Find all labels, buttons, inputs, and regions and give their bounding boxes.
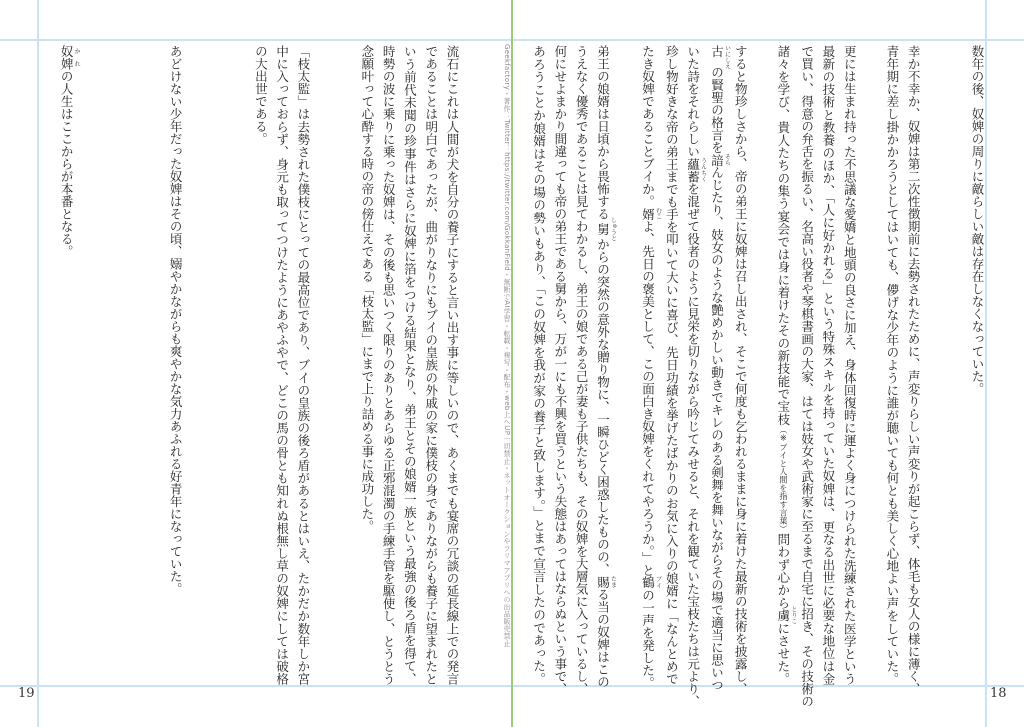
right-page-text [528, 45, 988, 708]
text-line [818, 45, 839, 685]
text-line [592, 45, 617, 688]
text-segment: を混ぜて役者のように見栄を切りながら吟じてみせると、それを観ていた宝枝たちは元より、 [685, 182, 701, 708]
ruby-reading: とりこ [789, 606, 797, 625]
text-segment: 弟王の娘婿は日頃から畏怖する [595, 45, 611, 220]
ruby-base: 諳 [709, 153, 725, 166]
text-segment: 何にせよまかり間違っても帝の弟王である舅から、万が一にも不興を買うという失態はあってはならぬという事で、 [552, 45, 568, 695]
blank-line [207, 45, 228, 685]
ruby-base: 虜 [775, 606, 791, 625]
text-segment: る当の奴婢はこの [595, 588, 611, 688]
ruby-base: 賜 [595, 575, 611, 588]
text-segment: 問わず心から [775, 532, 791, 610]
left-page-text [56, 45, 463, 685]
text-segment: の人生はここからが本番となる。 [59, 70, 75, 258]
blank-line [122, 45, 143, 685]
text-segment: で買い、得意の弁舌を振るい、名高い役者や琴棋書画の大家、はては妓女や武術家に至るまで自宅に招き、その技術の [799, 45, 815, 708]
text-segment: んじたり、妓女のような艶めかしい動きでキレのある剣舞を舞いながらその場で適当に思いつ [709, 166, 725, 691]
text-line [378, 45, 399, 685]
blank-line [751, 45, 772, 685]
left-margin-guide [37, 0, 39, 727]
text-segment: うえなく優秀であることは見てわかるし、弟王の娘である己が妻も子供たちも、その奴婢を大層気に入っているし、 [574, 45, 590, 695]
blank-line [80, 45, 101, 685]
text-line [357, 45, 378, 685]
ruby-reading: かれ [73, 45, 81, 70]
text-line [293, 45, 314, 685]
ruby-base: 舅 [595, 217, 611, 241]
text-segment: 時勢の波に乗りに乗った奴婢は、その後も思いつく限りのありとあらゆる正邪混濁の手練手管を駆使し、とうとう [381, 45, 397, 685]
text-line [706, 45, 731, 691]
text-line [56, 45, 80, 685]
blank-line [616, 45, 637, 685]
blank-line [186, 45, 207, 685]
text-line [773, 45, 797, 685]
text-segment: 珍し物好きな帝の弟王までも手を叩いて大いに喜び、先日功績を挙げたばかりのお気に入りの娘婿に「なんとめで [664, 45, 680, 685]
ruby-reading: しゅうと [609, 217, 617, 241]
ruby-word [640, 207, 662, 221]
blank-line [924, 45, 945, 685]
blank-line [229, 45, 250, 685]
text-line [967, 45, 988, 685]
ruby-reading: いにしえ [723, 45, 731, 69]
text-segment: あどけない少年だった奴婢はその頃、嫋やかながらも爽やかな気力あふれる好青年になっていた。 [168, 45, 184, 595]
text-segment: すると物珍しさから、帝の弟王に奴婢は召し出され、そこで何度も乞われるままに身に着けた最新の技術を披露し、 [733, 45, 749, 695]
text-segment: の大出世である。 [253, 45, 269, 145]
ruby-word [595, 217, 617, 241]
ruby-word [595, 575, 617, 589]
ruby-base: 奴婢 [59, 45, 75, 70]
text-segment: 流石にこれは人間が犬を自分の養子にすると言い出す事に等しいので、あくまでも宴席の冗談の延長線上での発言 [445, 45, 460, 685]
ruby-word [685, 157, 707, 183]
text-segment: の賢聖の格言を [709, 66, 725, 154]
text-segment: 最新の技術と教養のほか、「人に好かれる」という特殊スキルを持っていた奴婢は、更なる出世に必要な地位は金 [820, 45, 836, 685]
text-segment: あろうことか娘婿はその場の勢いもあり、「この奴婢を我が家の養子と致します。」とまで宣言したのであった。 [531, 45, 547, 685]
ruby-word [640, 576, 662, 589]
text-segment: 「枝太監」は去勢された僕枝にとっての最高位であり、ブイの皇族の後ろ盾があるとはいえ、たかだか数年しか宮 [295, 45, 311, 685]
text-line [882, 45, 903, 685]
text-segment: たき奴婢であることブイか。 [640, 45, 656, 208]
text-segment: の一声を発した。 [640, 588, 656, 689]
blank-line [144, 45, 165, 685]
blank-line [101, 45, 122, 685]
text-line [903, 45, 924, 695]
ruby-base: 婿 [640, 207, 656, 220]
blank-line [314, 45, 335, 685]
text-line [730, 45, 751, 695]
ruby-word [709, 45, 731, 69]
text-segment: からの突然の意外な贈り物に、一瞬ひどく困惑したものの、 [595, 238, 611, 576]
text-line [442, 45, 463, 685]
page-number-left: 19 [18, 686, 35, 701]
text-line [271, 45, 292, 685]
text-segment: であることは明白であったが、曲がりなりにもブイの皇族の外戚の家に僕枝の身でありながらも養子に望まれたと [423, 45, 439, 685]
ruby-reading: むこ [654, 207, 662, 220]
text-segment: 念願叶って心酔する時の帝の傍仕えである「枝太監」にまで上り詰める事に成功した。 [359, 45, 375, 533]
text-line [637, 45, 662, 689]
text-segment: にさせた。 [775, 621, 791, 686]
ruby-word [709, 153, 731, 167]
ruby-reading: ブイ [654, 576, 662, 589]
text-line [661, 45, 682, 685]
text-segment: 更には生まれ持った不思議な愛嬌と地頭の良さに加え、身体回復時に運よく身につけられた洗練された医学という [842, 45, 858, 685]
ruby-reading: そら [723, 153, 731, 166]
text-segment: 幸か不幸か、奴婢は第二次性徴期前に去勢されたために、声変りらしい声変りが起こらず、体毛も女人の様に薄く、 [906, 45, 922, 695]
ruby-word [59, 45, 81, 70]
text-line [528, 45, 549, 685]
text-segment: いう前代未聞の珍事件はさらに奴婢に箔をつける結果となり、弟王とその娘婿一族という最強の後ろ盾を得て、 [402, 45, 418, 686]
text-line [165, 45, 186, 685]
gutter-copyright-text: Geekfactory・著作：Twitter：https://twitter.com/GokkanField・無断でAI学習・転載・複写・配布・web上へUP一切禁止・ネットオークションやフリマアプリへの出品販売禁止 [503, 44, 511, 647]
ruby-reading: うんちく [699, 157, 707, 183]
text-line [250, 45, 271, 685]
text-line [682, 45, 707, 708]
text-line [796, 45, 817, 708]
blank-line [335, 45, 356, 685]
text-segment: 諸々を学び、貴人たちの集う宴会では身に着けたその新技能で宝枝 [775, 45, 791, 426]
text-line [839, 45, 860, 685]
text-segment: よ、先日の褒美として、この面白き奴婢をくれてやろうか。」と [640, 220, 656, 577]
ruby-base: 古 [709, 45, 725, 69]
ruby-reading: たま [609, 575, 617, 588]
ruby-word [775, 606, 797, 625]
annotation-note: （※ブイと人間を指す言葉） [778, 425, 788, 533]
text-line [571, 45, 592, 695]
text-segment: 中に入っておらず、身元も取ってつけたようにあやふやで、どこの馬の骨とも知れぬ根無し草の奴婢にしては破格 [274, 45, 290, 685]
page-number-right: 18 [990, 686, 1007, 701]
ruby-base: 蘊蓄 [685, 157, 701, 183]
text-line [399, 45, 420, 685]
text-segment: 数年の後、奴婢の周りに敵らしい敵は存在しなくなっていた。 [970, 45, 985, 395]
ruby-base: 鶴 [640, 576, 656, 589]
text-line [420, 45, 441, 685]
text-line [550, 45, 571, 695]
blank-line [860, 45, 881, 685]
text-segment: 青年期に差し掛かかろうとしてはいても、儚げな少年のように誰が聴いても何とも美しく心地よい声をしていた。 [884, 45, 900, 685]
blank-line [945, 45, 966, 685]
text-segment: いた詩をそれらしい [685, 45, 701, 158]
